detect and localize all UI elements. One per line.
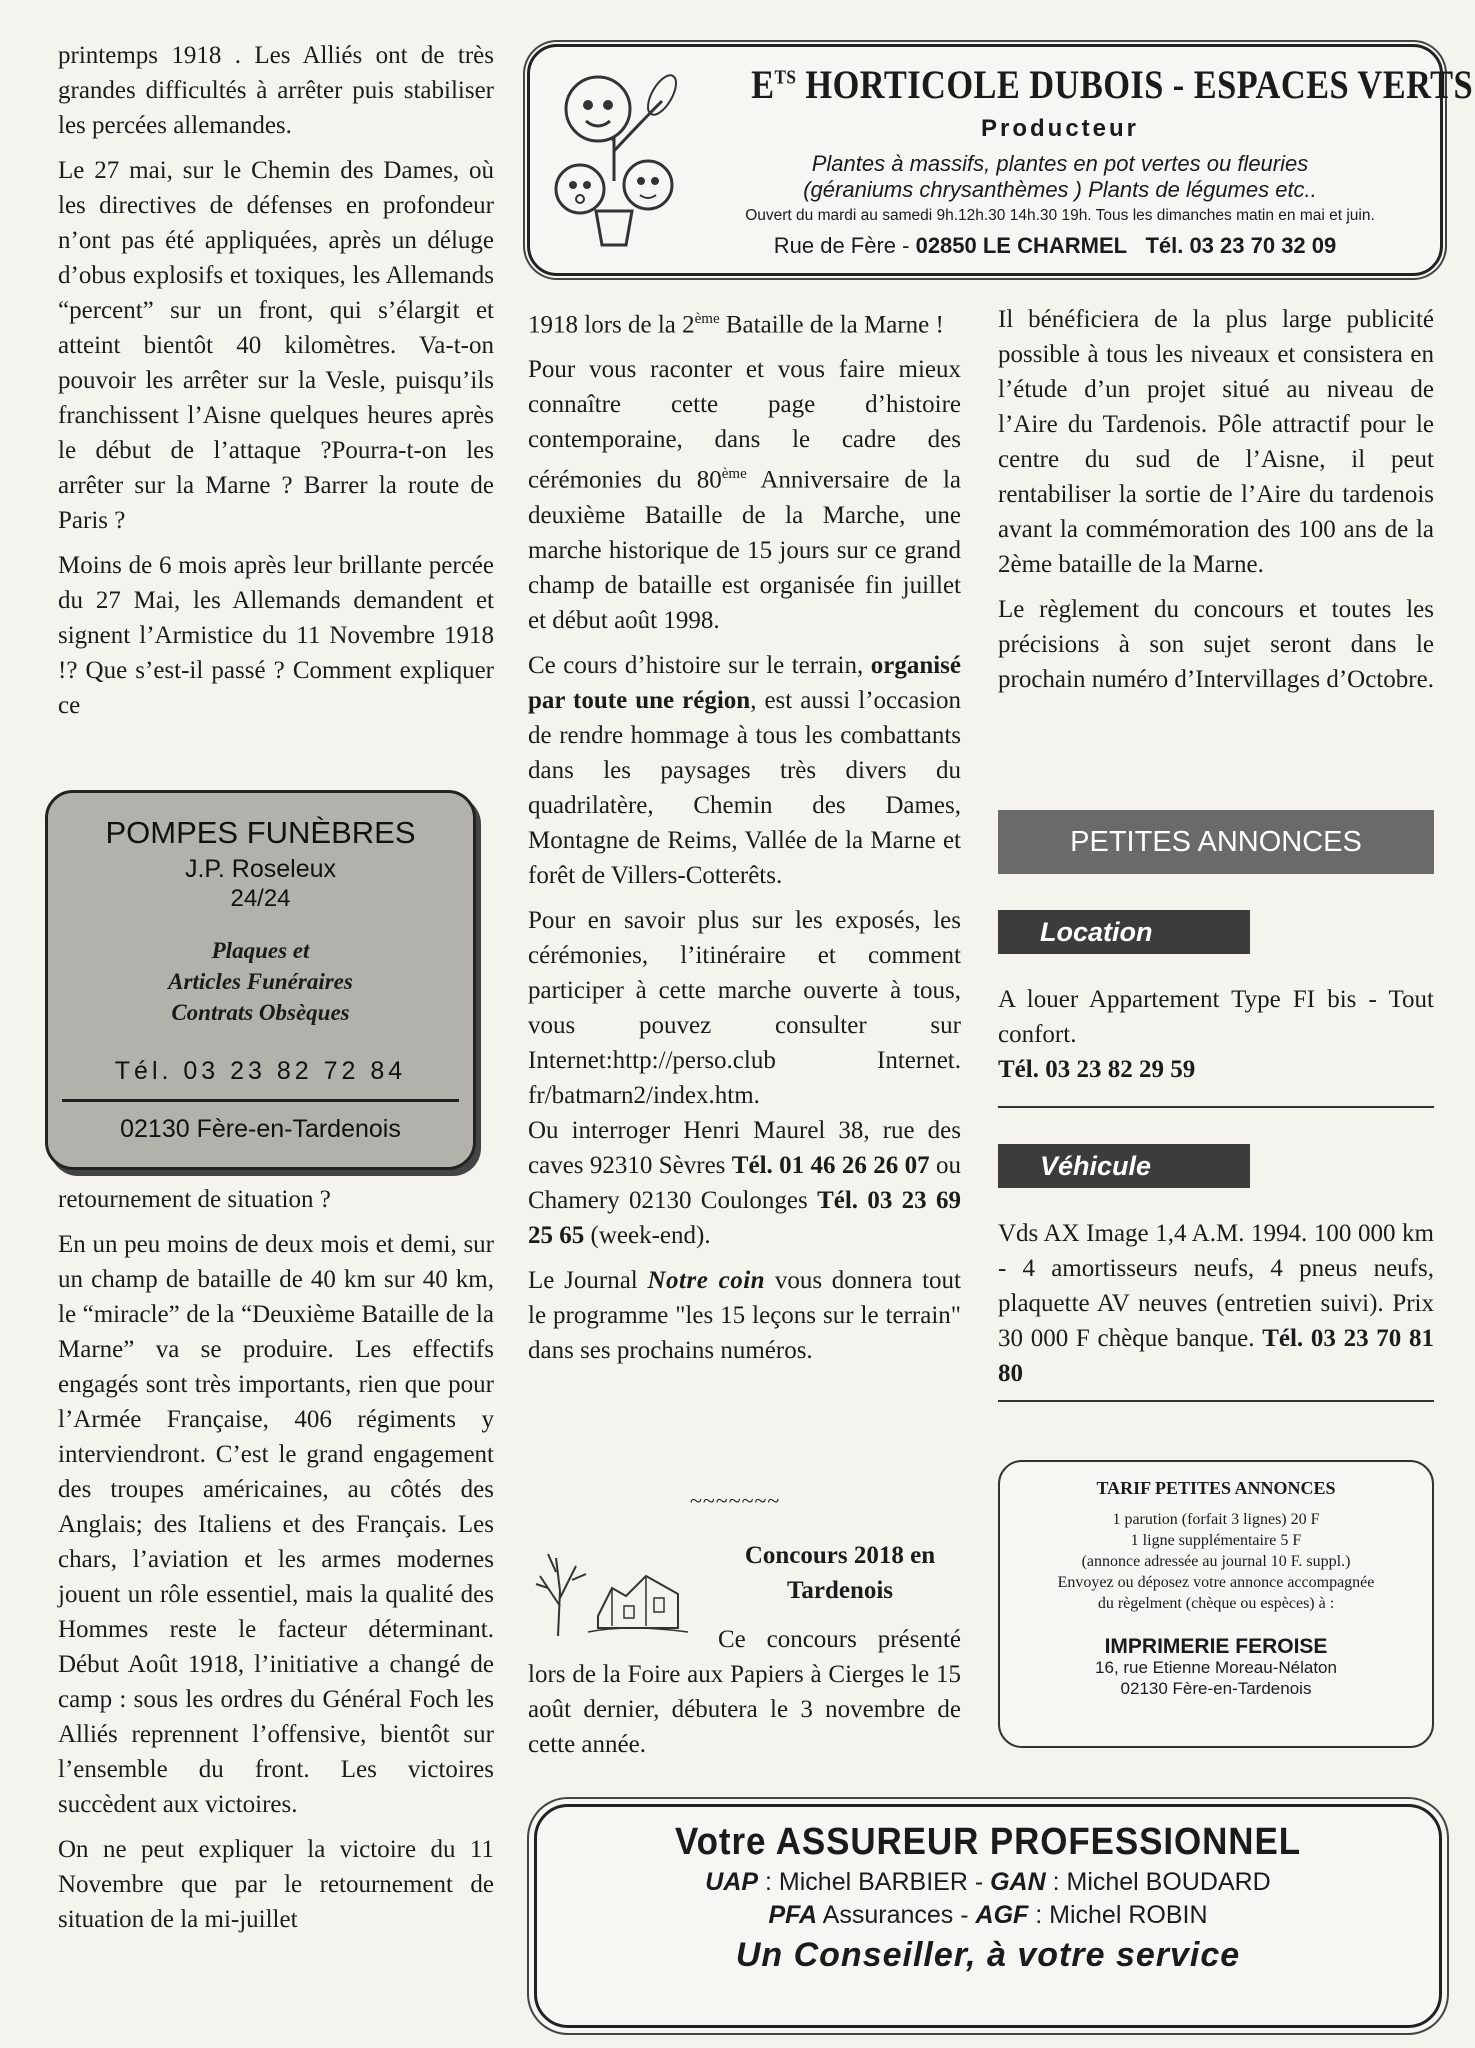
ad-headline: Votre ASSUREUR PROFESSIONNEL bbox=[674, 1821, 1301, 1863]
tarif-title: TARIF PETITES ANNONCES bbox=[1096, 1478, 1336, 1498]
ad-service-line: Plaques et bbox=[211, 938, 310, 963]
horticole-ad bbox=[527, 44, 1474, 276]
vehicule-ad-phone: Tél. 03 23 70 81 80 bbox=[998, 1325, 1434, 1387]
text-bold: Tél. 01 46 26 26 07 bbox=[731, 1151, 930, 1179]
printer-name: IMPRIMERIE FEROISE bbox=[1104, 1635, 1328, 1658]
insurer-name: GAN bbox=[990, 1868, 1046, 1896]
paragraph: On ne peut expliquer la victoire du 11 Novembre que par le retournement de situation de la mi-juillet bbox=[58, 1836, 494, 1933]
text-sup: ème bbox=[721, 466, 747, 483]
paragraph bbox=[528, 1263, 961, 1368]
assureur-ad bbox=[534, 1804, 1442, 2028]
paragraph: printemps 1918 . Les Alliés ont de très grandes difficultés à arrêter puis stabiliser les percées allemandes. bbox=[58, 42, 494, 139]
paragraph: Il bénéficiera de la plus large publicité possible à tous les niveaux et consistera en l’étude d’un projet situé au niveau de l’Aire du Tardenois. Pôle attractif pour le centre du sud de l’Aisne, il peut rentabiliser la sortie de l’Aire du tardenois avant la commémoration des 100 ans de la 2ème bataille de la Marne. bbox=[998, 306, 1434, 578]
text: Bataille de la Marne ! bbox=[719, 311, 944, 339]
ad-service-line: Contrats Obsèques bbox=[171, 1000, 350, 1025]
concours-title: Concours 2018 en Tardenois bbox=[744, 1542, 936, 1604]
paragraph: Pour en savoir plus sur les exposés, les cérémonies, l’itinéraire et comment participer à cette marche ouverte à tous, vous pouvez consulter sur Internet:http://perso.club Internet. fr/batmarn2/index.htm. bbox=[528, 906, 961, 1109]
divider bbox=[998, 1400, 1434, 1402]
paragraph: Moins de 6 mois après leur brillante percée du 27 Mai, les Allemands demandent et signent l’Armistice du 11 Novembre 1918 !? Que s’est-il passé ? Comment expliquer ce bbox=[58, 552, 494, 719]
paragraph bbox=[528, 302, 961, 342]
petites-annonces-header: PETITES ANNONCES bbox=[998, 810, 1434, 874]
ad-agents-line bbox=[537, 1901, 1439, 1930]
paragraph: Le 27 mai, sur le Chemin des Dames, où les directives de défenses en profondeur n’ont pas été appliquées, après un déluge d’obus explosifs et toxiques, les Allemands “percent” sur un front, qui s’élargit et atteint bientôt 40 kilomètres. Va-t-on pouvoir les arrêter sur la Vesle, puisqu’ils franchissent l’Aisne quelques heures après le début de l’attaque ?Pourra-t-on les arrêter sur la Marne ? Barrer la route de Paris ? bbox=[58, 157, 494, 534]
divider bbox=[998, 1106, 1434, 1108]
ad-services bbox=[48, 935, 473, 1028]
paragraph bbox=[528, 1113, 961, 1253]
ad-service-line: Articles Funéraires bbox=[168, 969, 353, 994]
text-bold: Tél. 03 23 69 25 65 bbox=[528, 1186, 961, 1249]
vehicule-heading: Véhicule bbox=[998, 1144, 1250, 1188]
tilde-separator: ~~~~~~~ bbox=[690, 1488, 781, 1513]
location-ad bbox=[998, 982, 1434, 1087]
agent-name: : Michel ROBIN bbox=[1028, 1901, 1208, 1929]
ad-agents-line bbox=[537, 1868, 1439, 1897]
text: Le Journal bbox=[528, 1266, 648, 1294]
location-ad-phone: Tél. 03 23 82 29 59 bbox=[998, 1056, 1196, 1083]
ad-hours: Ouvert du mardi au samedi 9h.12h.30 14h.30 19h. Tous les dimanches matin en mai et juin. bbox=[745, 207, 1375, 224]
ad-phone: Tél. 03 23 70 32 09 bbox=[1145, 233, 1337, 258]
paragraph: En un peu moins de deux mois et demi, sur un champ de bataille de 40 km sur 40 km, le “miracle” de la “Deuxième Bataille de la Marne” va se produire. Les effectifs engagés sont très importants, rien que pour l’Armée Française, 406 régiments y interviendront. C’est le grand engagement des troupes américaines, au côtés des Anglais; des Italiens et des Français. Les chars, l’aviation et les armes modernes jouent un rôle essentiel, mais la qualité des Hommes reste le facteur déterminant. Début Août 1918, l’initiative a changé de camp : sous les ordres du Général Foch les Alliés reprennent l’offensive, bientôt sur l’ensemble du front. Les victoires succèdent aux victoires. bbox=[58, 1231, 494, 1818]
insurer-name: PFA bbox=[768, 1901, 818, 1929]
printer-address: 16, rue Etienne Moreau-Nélaton bbox=[1095, 1658, 1337, 1677]
agent-name: : Michel BOUDARD bbox=[1045, 1868, 1271, 1896]
tarif-box bbox=[998, 1460, 1434, 1748]
ad-title-part: E bbox=[751, 62, 775, 107]
paragraph bbox=[528, 352, 961, 637]
text-sup: ème bbox=[694, 311, 720, 327]
ad-phone: Tél. 03 23 82 72 84 bbox=[114, 1057, 407, 1085]
ad-slogan: Un Conseiller, à votre service bbox=[735, 1936, 1241, 1974]
notre-coin-logo: Notre coin bbox=[647, 1266, 766, 1294]
text: Pour vous raconter et vous faire mieux connaître cette page d’histoire contemporaine, dans le cadre des cérémonies du 80 bbox=[528, 356, 961, 494]
ad-products-line: (géraniums chrysanthèmes ) Plants de légumes etc.. bbox=[803, 177, 1317, 202]
text-bold: organisé par toute une région bbox=[528, 651, 961, 714]
text: Ou interroger Henri Maurel 38, rue des caves 92310 Sèvres bbox=[528, 1116, 961, 1179]
agent-name: : Michel BARBIER - bbox=[758, 1868, 991, 1896]
tarif-line: Envoyez ou déposez votre annonce accompagnée bbox=[1057, 1574, 1375, 1591]
ad-hours: 24/24 bbox=[230, 885, 291, 912]
ad-title-sup: TS bbox=[774, 66, 797, 89]
text: Ce cours d’histoire sur le terrain, bbox=[528, 651, 871, 679]
text: , est aussi l’occasion de rendre hommage à tous les combattants dans les paysages très divers du quadrilatère, Chemin des Dames, Montagne de Reims, Vallée de la Marne et forêt de Villers-Cotterêts. bbox=[528, 686, 961, 889]
text: ou Chamery 02130 Coulonges bbox=[528, 1151, 962, 1214]
text: Anniversaire de la deuxième Bataille de la Marche, une marche historique de 15 jours sur ce grand champ de bataille est organisée fin juillet et début août 1998. bbox=[528, 466, 961, 634]
ad-town: 02130 Fère-en-Tardenois bbox=[120, 1115, 401, 1143]
ad-subtitle: Producteur bbox=[980, 115, 1139, 142]
ad-name: J.P. Roseleux bbox=[184, 855, 336, 883]
ad-title-part: HORTICOLE DUBOIS - ESPACES VERTS bbox=[796, 62, 1474, 107]
ad-products bbox=[680, 151, 1440, 203]
column-middle bbox=[528, 302, 961, 1378]
column-right bbox=[998, 302, 1434, 707]
ad-address bbox=[660, 233, 1450, 259]
insurer-name: AGF bbox=[975, 1901, 1029, 1929]
pompes-funebres-ad bbox=[45, 790, 476, 1170]
location-heading: Location bbox=[998, 910, 1250, 954]
column-left bbox=[58, 38, 494, 733]
ad-address-town: 02850 LE CHARMEL bbox=[915, 233, 1128, 258]
tarif-line: 1 parution (forfait 3 lignes) 20 F bbox=[1112, 1511, 1320, 1528]
location-ad-text: A louer Appartement Type FI bis - Tout confort. bbox=[998, 986, 1434, 1048]
ad-title: POMPES FUNÈBRES bbox=[105, 815, 416, 850]
vehicule-ad bbox=[998, 1216, 1434, 1391]
text: 1918 lors de la 2 bbox=[528, 311, 695, 339]
plant-mascot-illustration bbox=[552, 61, 682, 251]
paragraph bbox=[528, 648, 961, 893]
concours-text: Ce concours présenté lors de la Foire aux Papiers à Cierges le 15 août dernier, débutera le 3 novembre de cette année. bbox=[528, 1626, 961, 1758]
divider bbox=[62, 1099, 459, 1102]
vehicule-ad-text: Vds AX Image 1,4 A.M. 1994. 100 000 km - 4 amortisseurs neufs, 4 pneus neufs, plaquette AV neuves (entretien suivi). Prix 30 000 F chèque banque. bbox=[998, 1220, 1434, 1352]
text: (week-end). bbox=[584, 1221, 711, 1249]
paragraph: retournement de situation ? bbox=[58, 1186, 331, 1213]
printer-town: 02130 Fère-en-Tardenois bbox=[1120, 1679, 1312, 1698]
tarif-line: 1 ligne supplémentaire 5 F bbox=[1130, 1532, 1302, 1549]
ad-address-street: Rue de Fère - bbox=[773, 233, 916, 258]
agent-name: Assurances - bbox=[817, 1901, 976, 1929]
column-left-lower bbox=[58, 1182, 494, 1947]
ad-products-line: Plantes à massifs, plantes en pot vertes ou fleuries bbox=[811, 151, 1309, 176]
tarif-line: (annonce adressée au journal 10 F. suppl.) bbox=[1081, 1553, 1351, 1570]
text: vous donnera tout le programme "les 15 leçons sur le terrain" dans ses prochains numéros. bbox=[528, 1266, 961, 1364]
ad-title bbox=[751, 61, 1474, 108]
tarif-line: du règelment (chèque ou espèces) à : bbox=[1097, 1595, 1335, 1612]
insurer-name: UAP bbox=[705, 1868, 759, 1896]
paragraph: Le règlement du concours et toutes les précisions à son sujet seront dans le prochain numéro d’Intervillages d’Octobre. bbox=[998, 596, 1434, 693]
